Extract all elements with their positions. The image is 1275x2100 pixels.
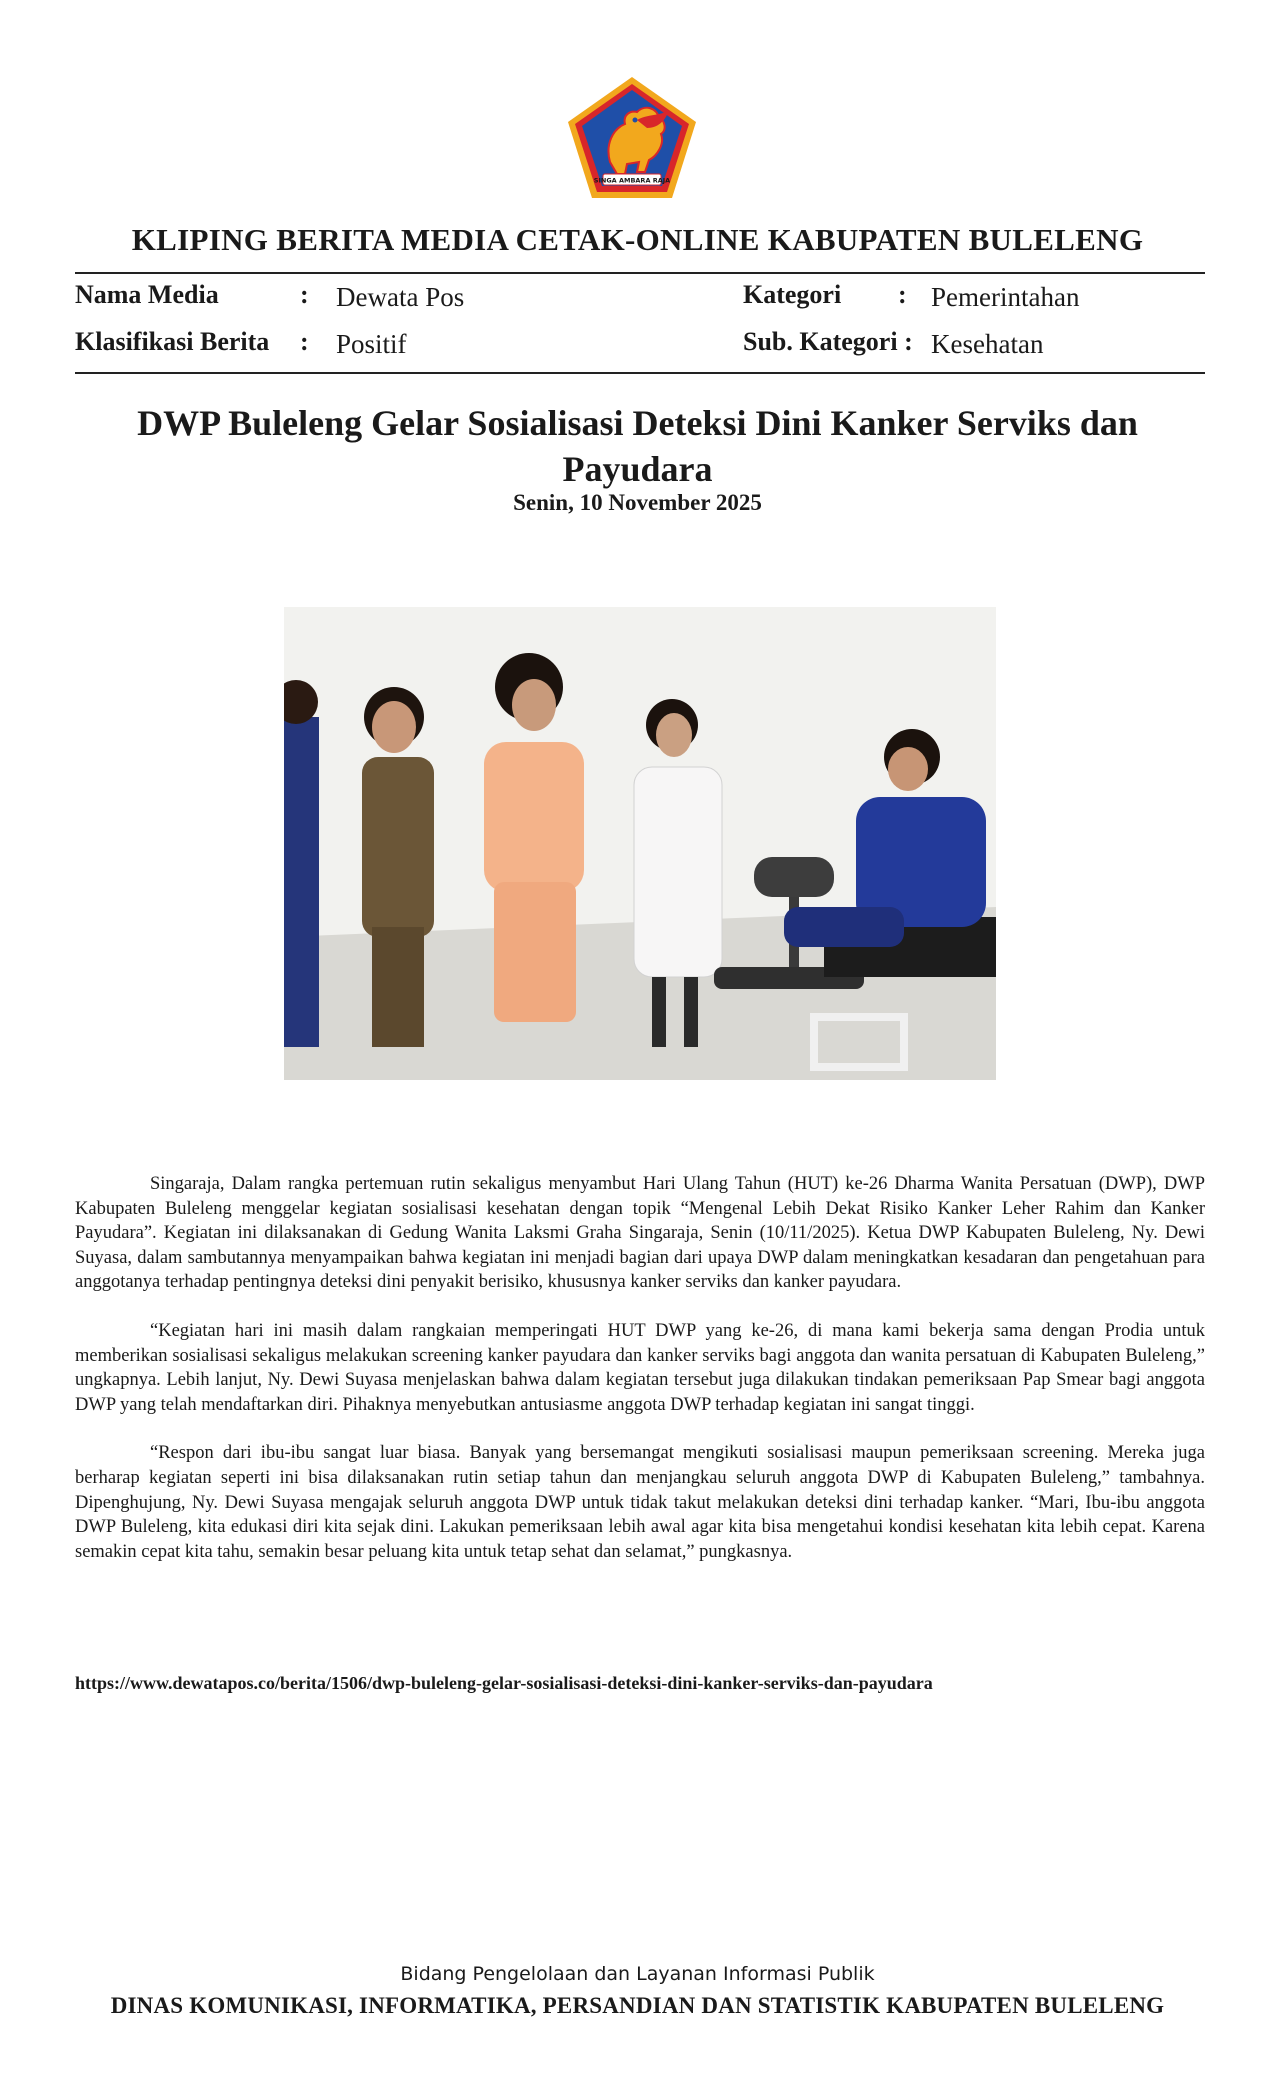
media-name-value: Dewata Pos — [336, 282, 465, 312]
category-label: Kategori — [743, 280, 842, 309]
buleleng-coat-of-arms-logo — [565, 74, 699, 201]
classification-colon: : — [300, 327, 309, 356]
media-name-colon: : — [300, 280, 309, 309]
classification-value: Positif — [336, 329, 407, 359]
footer-agency: DINAS KOMUNIKASI, INFORMATIKA, PERSANDIAN DAN STATISTIK KABUPATEN BULELENG — [110, 1993, 1165, 2018]
article-paragraph-2: “Kegiatan hari ini masih dalam rangkaian memperingati HUT DWP yang ke-26, di mana kami bekerja sama dengan Prodia untuk memberikan sosialisasi sekaligus melakukan screening kanker payudara dan kanker serviks bagi anggota dan wanita persatuan di Kabupaten Buleleng,” ungkapnya. Lebih lanjut, Ny. Dewi Suyasa menjelaskan bahwa dalam kegiatan tersebut juga dilakukan tindakan pemeriksaan Pap Smear bagi anggota DWP yang telah mendaftarkan diri. Pihaknya menyebutkan antusiasme anggota DWP terhadap kegiatan ini sangat tinggi. — [75, 1320, 1205, 1415]
category-colon: : — [898, 280, 907, 309]
sub-category-value: Kesehatan — [931, 329, 1044, 359]
article-body — [75, 1172, 1205, 1588]
header-divider-bottom — [75, 372, 1205, 374]
sub-category-label: Sub. Kategori : — [743, 327, 913, 356]
footer-division: Bidang Pengelolaan dan Layanan Informasi Publik — [400, 1963, 875, 1985]
article-paragraph-3: “Respon dari ibu-ibu sangat luar biasa. Banyak yang bersemangat mengikuti sosialisasi maupun pemeriksaan screening. Mereka juga berharap kegiatan seperti ini bisa dilaksanakan rutin setiap tahun dan menjangkau seluruh anggota DWP di Kabupaten Buleleng,” tambahnya. Dipenghujung, Ny. Dewi Suyasa mengajak seluruh anggota DWP untuk tidak takut melakukan deteksi dini terhadap kanker. “Mari, Ibu-ibu anggota DWP Buleleng, kita edukasi diri kita sejak dini. Lakukan pemeriksaan lebih awal agar kita bisa mengetahui kondisi kesehatan kita lebih cepat. Karena semakin cepat kita tahu, semakin besar peluang kita untuk tetap sehat dan selamat,” pungkasnya. — [75, 1443, 1205, 1562]
media-name-label: Nama Media — [75, 280, 219, 309]
article-photo — [284, 607, 996, 1080]
clipping-title: KLIPING BERITA MEDIA CETAK-ONLINE KABUPATEN BULELENG — [131, 222, 1144, 257]
source-url: https://www.dewatapos.co/berita/1506/dwp-buleleng-gelar-sosialisasi-deteksi-dini-kanker-serviks-dan-payudara — [75, 1673, 933, 1693]
article-paragraph-1: Singaraja, Dalam rangka pertemuan rutin sekaligus menyambut Hari Ulang Tahun (HUT) ke-26 Dharma Wanita Persatuan (DWP), DWP Kabupaten Buleleng menggelar kegiatan sosialisasi kesehatan dengan topik “Mengenal Lebih Dekat Risiko Kanker Leher Rahim dan Kanker Payudara”. Kegiatan ini dilaksanakan di Gedung Wanita Laksmi Graha Singaraja, Senin (10/11/2025). Ketua DWP Kabupaten Buleleng, Ny. Dewi Suyasa, dalam sambutannya menyampaikan bahwa kegiatan ini menjadi bagian dari upaya DWP dalam meningkatkan kesadaran dan pengetahuan para anggotanya terhadap pentingnya deteksi dini penyakit berisiko, khususnya kanker serviks dan kanker payudara. — [75, 1174, 1205, 1293]
category-value: Pemerintahan — [931, 282, 1080, 312]
article-date: Senin, 10 November 2025 — [513, 490, 762, 515]
article-headline: DWP Buleleng Gelar Sosialisasi Deteksi Dini Kanker Serviks dan Payudara — [137, 403, 1138, 489]
logo-motto: SINGA AMBARA RAJA — [593, 176, 671, 185]
classification-label: Klasifikasi Berita — [75, 327, 270, 356]
header-divider-top — [75, 272, 1205, 274]
